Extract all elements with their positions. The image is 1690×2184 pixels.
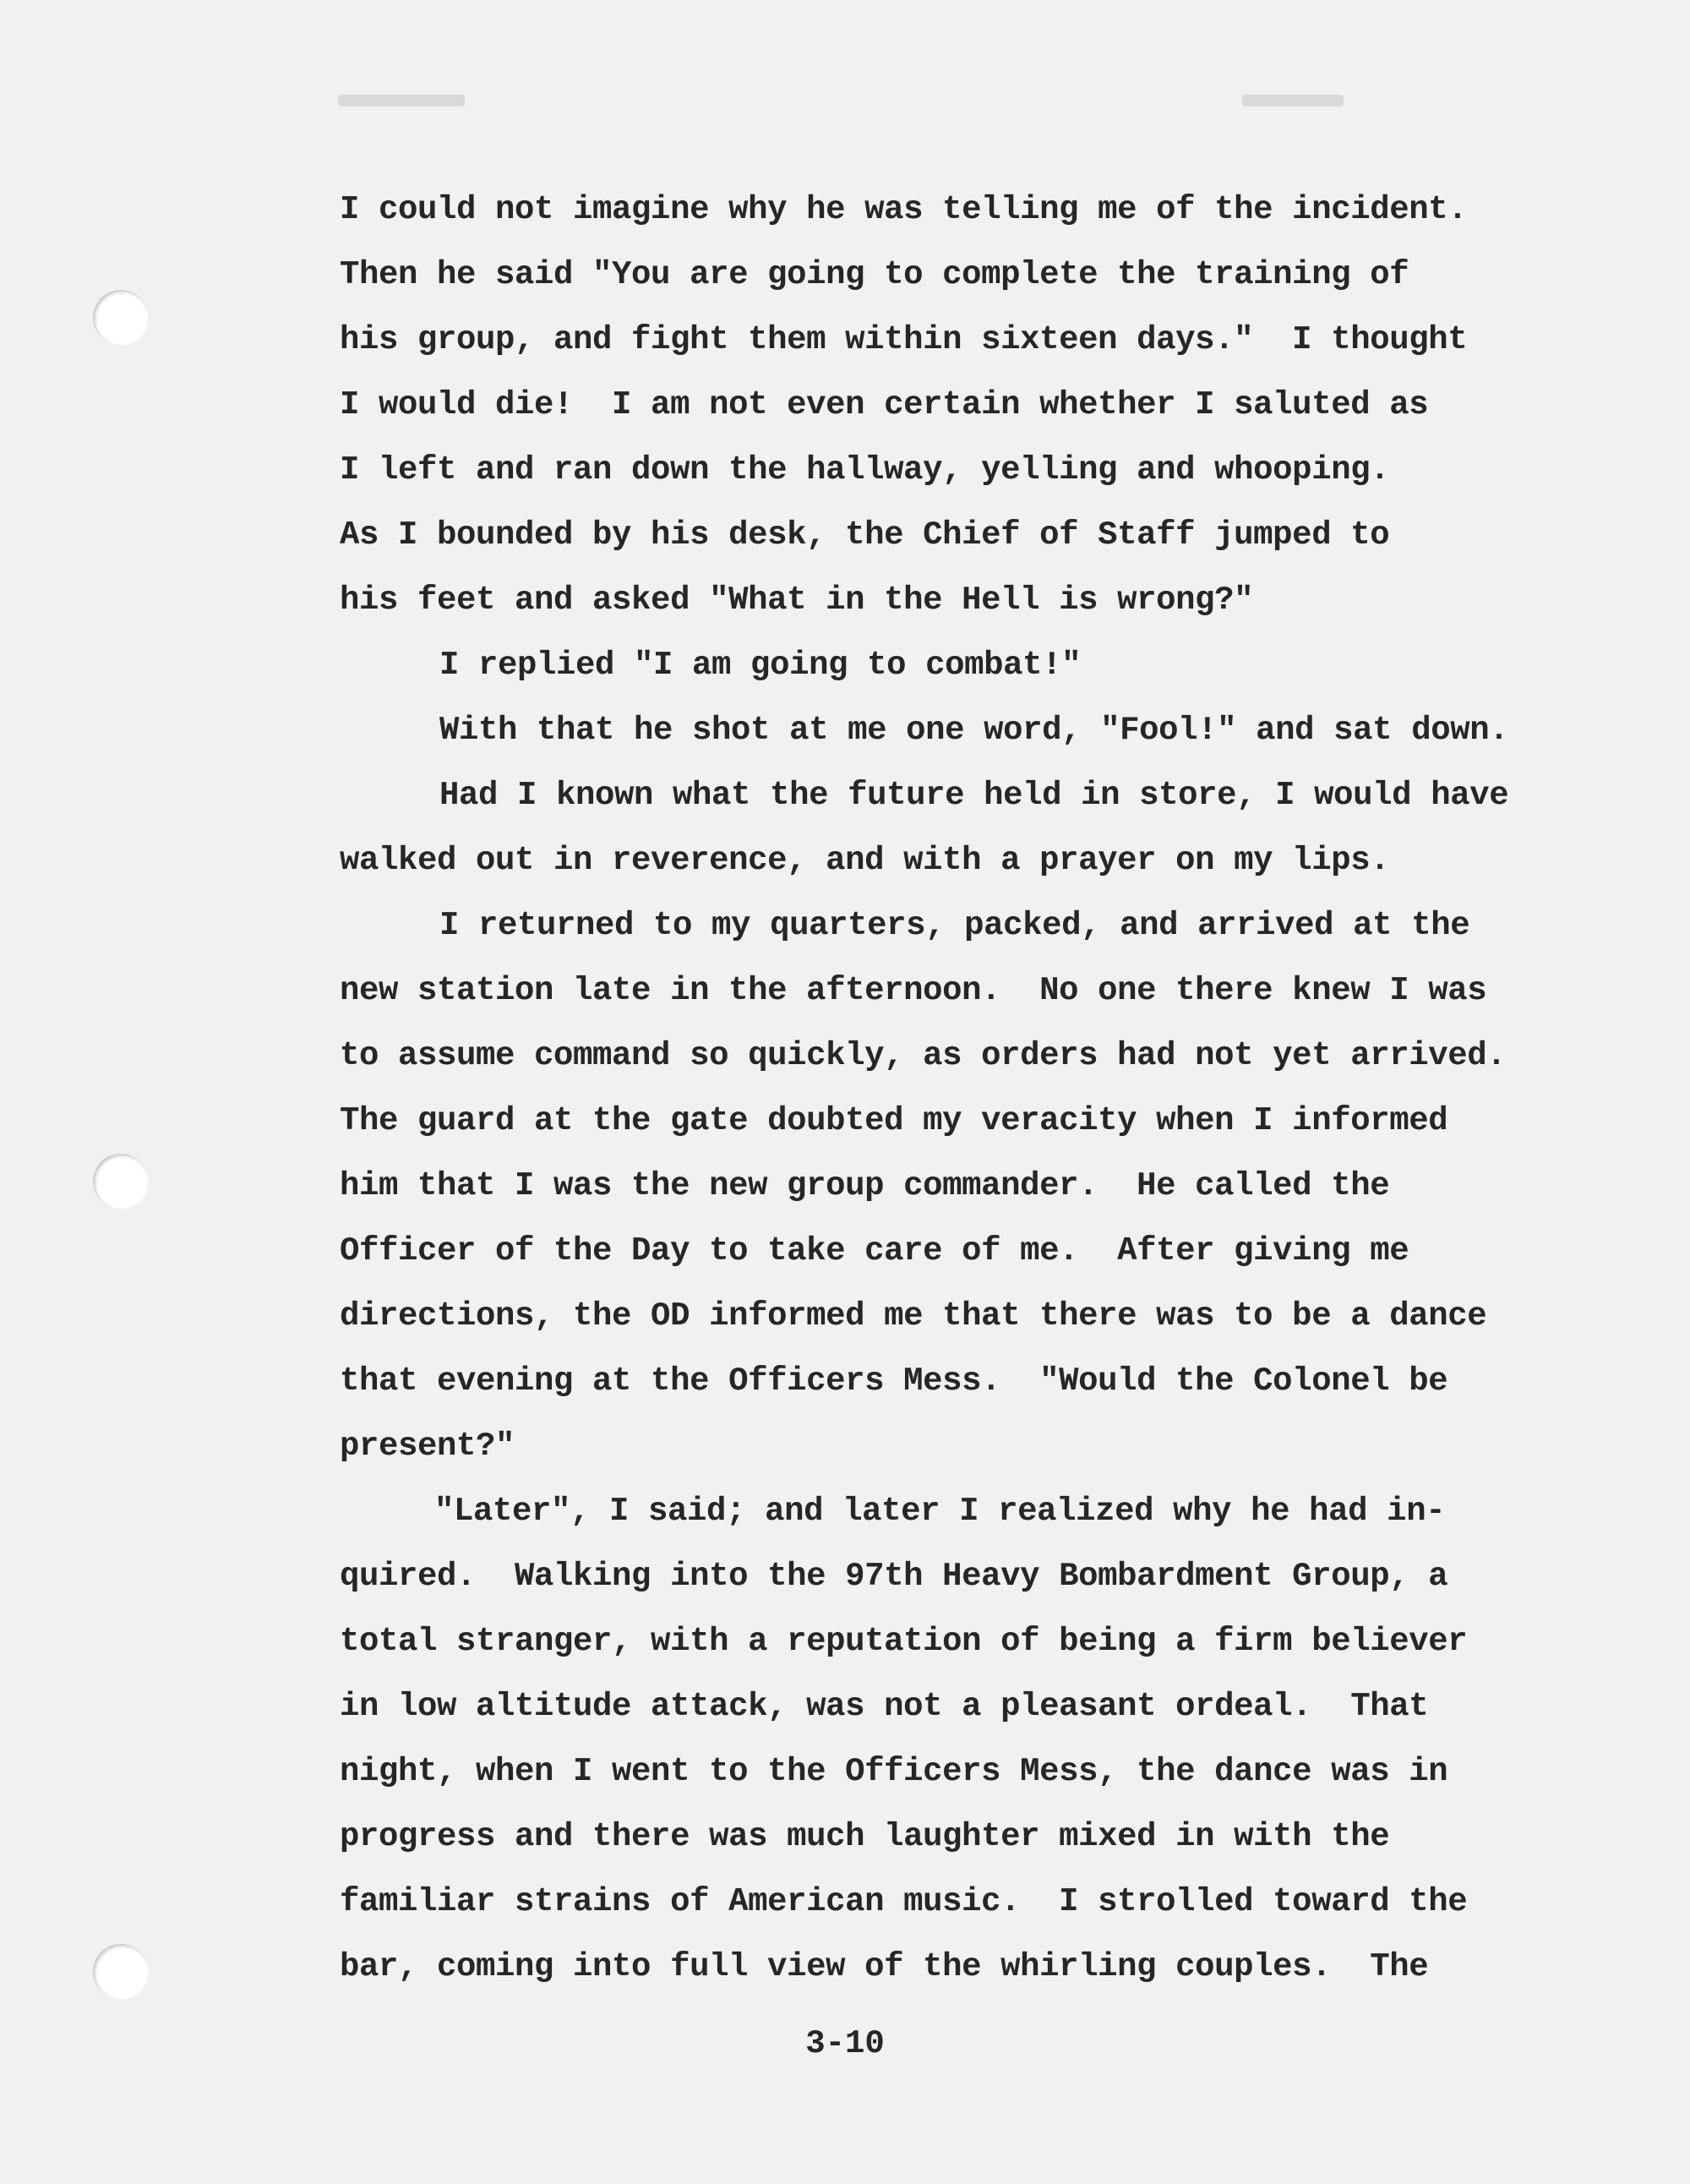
text-line: I left and ran down the hallway, yelling and whooping. [340,451,1390,489]
text-line: I would die! I am not even certain whether I saluted as [340,386,1429,423]
text-line: walked out in reverence, and with a prayer on my lips. [340,842,1390,879]
text-line: I replied "I am going to combat!" [439,647,1082,684]
body-text [340,177,1540,2000]
text-line: The guard at the gate doubted my veracity when I informed [340,1102,1448,1139]
text-line: "Later", I said; and later I realized why he had in- [434,1493,1446,1530]
text-line: his group, and fight them within sixteen days." I thought [340,321,1468,358]
text-line: bar, coming into full view of the whirling couples. The [340,1948,1429,1985]
text-line: Officer of the Day to take care of me. After giving me [340,1232,1409,1269]
text-line: I could not imagine why he was telling me of the incident. [340,191,1468,228]
punch-hole-top [93,290,149,346]
text-line: directions, the OD informed me that there was to be a dance [340,1297,1487,1335]
text-line: present?" [340,1428,515,1465]
text-line: him that I was the new group commander. He called the [340,1167,1390,1204]
faded-header-mark-right [1242,95,1344,106]
text-line: progress and there was much laughter mixed in with the [340,1818,1390,1855]
text-line: total stranger, with a reputation of being a firm believer [340,1623,1468,1660]
text-line: that evening at the Officers Mess. "Would the Colonel be [340,1362,1448,1400]
text-line: familiar strains of American music. I strolled toward the [340,1883,1468,1920]
text-line: With that he shot at me one word, "Fool!" and sat down. [439,712,1509,749]
page-number: 3-10 [805,2025,885,2062]
text-line: new station late in the afternoon. No one there knew I was [340,972,1487,1009]
faded-header-mark-left [338,95,465,106]
punch-hole-middle [93,1154,149,1209]
text-line: quired. Walking into the 97th Heavy Bombardment Group, a [340,1558,1448,1595]
text-line: to assume command so quickly, as orders had not yet arrived. [340,1037,1507,1074]
punch-hole-bottom [93,1944,149,2000]
text-line: Then he said "You are going to complete the training of [340,256,1409,293]
text-line: in low altitude attack, was not a pleasant ordeal. That [340,1688,1429,1725]
text-line: As I bounded by his desk, the Chief of Staff jumped to [340,516,1390,554]
text-line: Had I known what the future held in store, I would have [439,777,1509,814]
text-line: night, when I went to the Officers Mess, the dance was in [340,1753,1448,1790]
text-line: his feet and asked "What in the Hell is wrong?" [340,581,1254,619]
text-line: I returned to my quarters, packed, and arrived at the [439,907,1470,944]
